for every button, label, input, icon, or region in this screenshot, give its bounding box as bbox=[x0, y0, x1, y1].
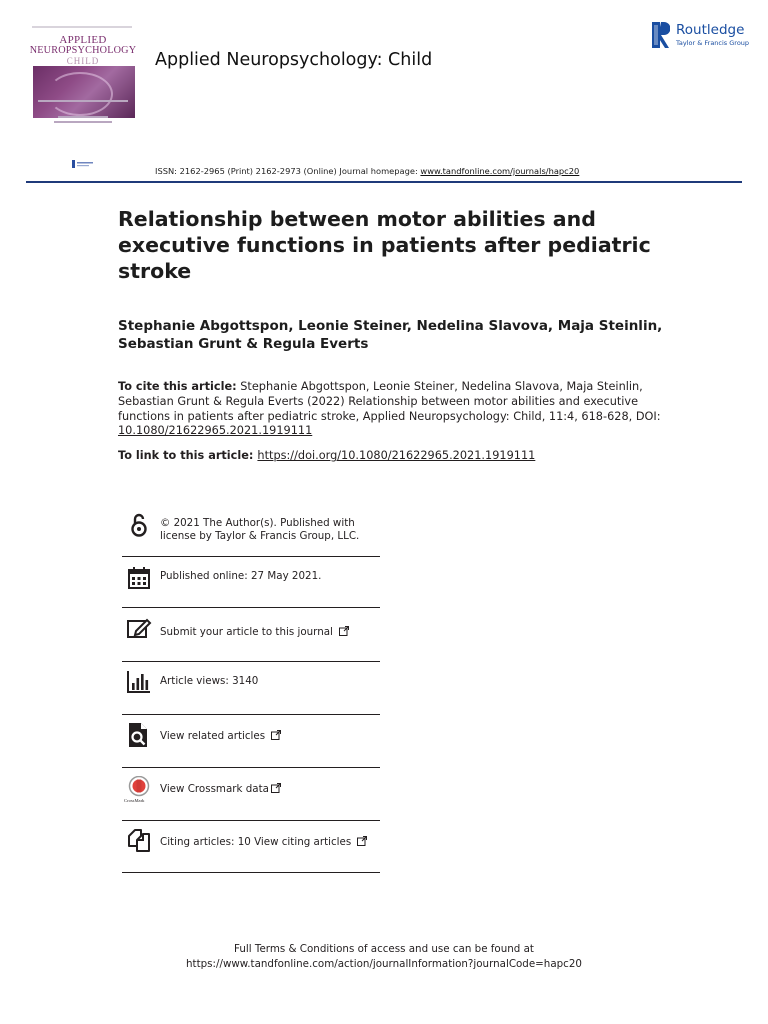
published-date: Published online: 27 May 2021. bbox=[160, 570, 322, 582]
info-divider bbox=[122, 872, 380, 873]
citation-block bbox=[118, 380, 663, 439]
open-access-text: © 2021 The Author(s). Published with license by Taylor & Francis Group, LLC. bbox=[160, 517, 360, 542]
terms-footer bbox=[0, 942, 768, 972]
external-link-icon bbox=[271, 730, 281, 740]
citing-articles-icon bbox=[126, 827, 152, 853]
cover-text-line bbox=[38, 100, 128, 102]
external-link-icon bbox=[357, 836, 367, 846]
issn-text: ISSN: 2162-2965 (Print) 2162-2973 (Online) Journal homepage: bbox=[155, 166, 421, 176]
submit-article-row[interactable] bbox=[122, 616, 380, 648]
info-divider bbox=[122, 556, 380, 557]
related-articles-row[interactable] bbox=[122, 721, 380, 753]
terms-url[interactable]: https://www.tandfonline.com/action/journalInformation?journalCode=hapc20 bbox=[186, 958, 582, 970]
journal-title: Applied Neuropsychology: Child bbox=[155, 50, 433, 70]
crossmark-row[interactable] bbox=[122, 774, 380, 808]
edit-icon bbox=[126, 616, 152, 642]
open-access-icon bbox=[126, 512, 152, 538]
publisher-subtitle: Taylor & Francis Group bbox=[676, 39, 750, 47]
article-views: Article views: 3140 bbox=[160, 675, 259, 687]
small-publisher-logo bbox=[72, 160, 94, 170]
document-search-icon bbox=[126, 722, 152, 748]
related-articles-link[interactable]: View related articles bbox=[160, 730, 266, 742]
info-divider bbox=[122, 607, 380, 608]
cover-text-line bbox=[54, 121, 112, 123]
open-access-row bbox=[122, 512, 380, 552]
external-link-icon bbox=[339, 626, 349, 636]
cover-title-line-3: CHILD bbox=[66, 56, 100, 66]
cover-artwork bbox=[33, 66, 135, 118]
cite-label: To cite this article: bbox=[118, 380, 237, 393]
journal-cover-thumbnail bbox=[28, 26, 138, 136]
issn-line bbox=[155, 166, 579, 176]
routledge-logo-icon bbox=[652, 22, 670, 48]
publisher-name: Routledge bbox=[676, 22, 745, 38]
article-authors: Stephanie Abgottspon, Leonie Steiner, Nedelina Slavova, Maja Steinlin, Sebastian Grunt & Regula Everts bbox=[118, 318, 663, 352]
info-divider bbox=[122, 714, 380, 715]
crossmark-link[interactable]: View Crossmark data bbox=[160, 783, 269, 795]
cite-text: Stephanie Abgottspon, Leonie Steiner, Nedelina Slavova, Maja Steinlin, Sebastian Grunt & Regula Everts (2022) Relationship between motor abilities and executive functions in patients after pediatric stroke, Applied Neuropsychology: Child, 11:4, 618-628, DOI: bbox=[118, 380, 661, 423]
info-divider bbox=[122, 661, 380, 662]
citing-articles-row[interactable] bbox=[122, 826, 380, 858]
cover-title-line-1: APPLIED bbox=[59, 34, 107, 46]
article-views-row bbox=[122, 667, 380, 699]
terms-text: Full Terms & Conditions of access and use can be found at bbox=[234, 943, 534, 955]
cite-doi-link[interactable]: 10.1080/21622965.2021.1919111 bbox=[118, 424, 313, 438]
crossmark-logo-text: CrossMark bbox=[124, 798, 145, 803]
info-divider bbox=[122, 820, 380, 821]
bar-chart-icon bbox=[126, 669, 152, 695]
header-divider bbox=[26, 181, 742, 183]
calendar-icon bbox=[126, 565, 152, 591]
submit-article-link[interactable]: Submit your article to this journal bbox=[160, 626, 333, 638]
article-doi-link[interactable]: https://doi.org/10.1080/21622965.2021.1919111 bbox=[257, 449, 536, 462]
article-title: Relationship between motor abilities and executive functions in patients after pediatric stroke bbox=[118, 207, 651, 283]
small-routledge-icon bbox=[72, 160, 94, 168]
crossmark-icon bbox=[126, 776, 152, 798]
crossmark-logo bbox=[126, 776, 152, 806]
article-link-line bbox=[118, 449, 535, 462]
cover-decoration bbox=[32, 26, 132, 28]
info-divider bbox=[122, 767, 380, 768]
external-link-icon bbox=[271, 783, 281, 793]
cover-title-line-2: NEUROPSYCHOLOGY bbox=[29, 45, 137, 56]
citing-articles-link[interactable]: Citing articles: 10 View citing articles bbox=[160, 836, 352, 848]
published-row bbox=[122, 563, 380, 595]
journal-homepage-link[interactable]: www.tandfonline.com/journals/hapc20 bbox=[420, 166, 580, 176]
cover-text-line bbox=[58, 116, 108, 118]
publisher-logo[interactable] bbox=[652, 22, 752, 52]
link-label: To link to this article: bbox=[118, 449, 254, 462]
